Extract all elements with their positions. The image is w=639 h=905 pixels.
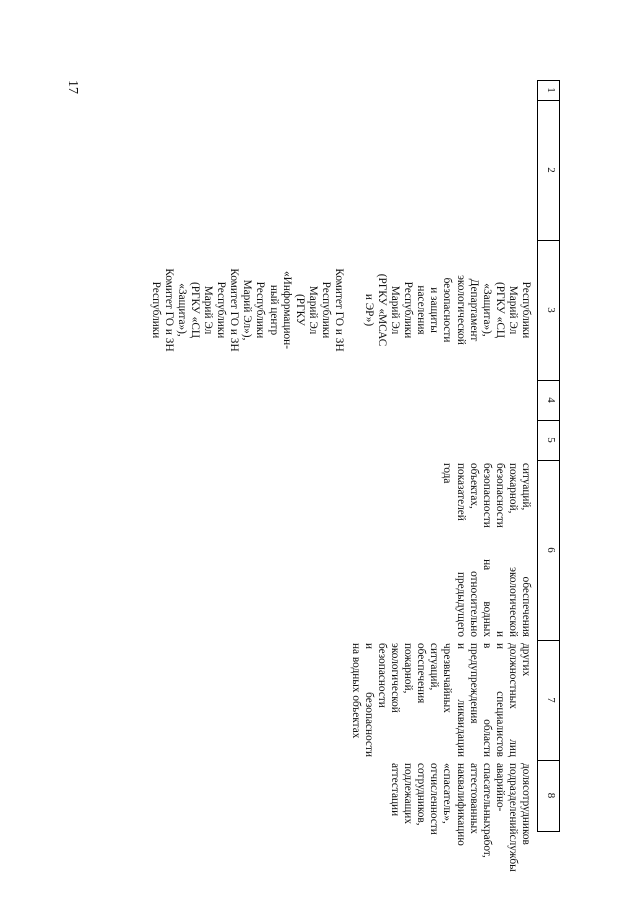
column-3-responsible-block-2 — [149, 240, 345, 380]
column-number-6: 6 — [545, 547, 557, 553]
word: численности — [428, 773, 441, 835]
word: в — [480, 643, 493, 649]
column-number-8: 8 — [545, 792, 557, 799]
text-line — [480, 763, 493, 858]
text-line — [401, 763, 414, 831]
word: от — [428, 763, 441, 774]
text-line — [440, 643, 453, 757]
word: безопасности — [480, 463, 493, 528]
text-line — [349, 643, 362, 757]
text-line — [388, 643, 401, 757]
word: доля — [520, 763, 532, 786]
word: предыдущего — [454, 571, 467, 637]
text-line — [506, 763, 519, 872]
text-line: и защиты — [428, 287, 441, 333]
column-number-7: 7 — [545, 697, 557, 703]
text-line — [401, 643, 414, 757]
text-line — [427, 763, 441, 835]
text-line: Республики — [215, 281, 228, 339]
text-line: экологической — [454, 275, 467, 345]
word: показателей — [454, 463, 467, 521]
text-line: Республики — [149, 281, 162, 339]
word: и — [454, 643, 467, 650]
text-line — [480, 643, 493, 757]
word: безопасности — [362, 692, 375, 757]
rotated-table — [120, 80, 560, 872]
word: аварийно- — [493, 763, 506, 812]
text-line — [493, 643, 506, 757]
word: ситуаций, — [428, 643, 441, 691]
text-line — [493, 463, 506, 637]
text-line: (РГКУ «МСАС — [375, 273, 388, 347]
word: квалификацию — [454, 774, 467, 846]
text-line: Марий Эл — [306, 285, 319, 335]
word: аттестованных — [467, 763, 480, 834]
word: обеспечения — [520, 576, 532, 637]
column-number-5: 5 — [545, 437, 557, 443]
word: работ, — [480, 828, 493, 858]
text-line: Республики — [520, 281, 532, 339]
word: и — [362, 643, 375, 650]
text-line: «Защита»), — [480, 283, 493, 337]
column-number-2: 2 — [545, 167, 557, 173]
page-number: 17 — [65, 80, 80, 94]
text-line — [453, 463, 466, 637]
word: ситуаций, — [520, 463, 532, 511]
text-line — [375, 643, 388, 757]
text-line: (РГКУ «СЦ — [188, 281, 201, 339]
word: службы — [506, 834, 519, 872]
column-number-3: 3 — [545, 307, 557, 313]
text-line — [427, 643, 440, 757]
word: аттестации — [389, 763, 402, 817]
word: безопасности — [375, 643, 388, 708]
table-top-border — [559, 80, 560, 832]
word: относительно — [467, 571, 480, 637]
text-line — [440, 463, 453, 637]
column-3-responsible-block-1 — [362, 240, 532, 380]
word: сотрудников — [520, 785, 532, 845]
text-line: Комитет ГО и ЗН — [228, 268, 241, 352]
text-line: Марий Эл — [202, 285, 215, 335]
word: других — [520, 643, 532, 677]
word: экологической — [389, 643, 402, 713]
text-line — [362, 643, 375, 757]
word: лиц — [506, 739, 519, 757]
text-line: Комитет ГО и ЗН — [162, 268, 175, 352]
text-line — [519, 763, 532, 845]
word: сотрудников, — [415, 763, 428, 826]
text-line — [453, 643, 466, 757]
word: и — [493, 630, 506, 637]
text-line — [467, 463, 480, 637]
text-line: «Информацион- — [280, 271, 293, 349]
text-line: Республики — [319, 281, 332, 339]
word: ликвидации — [454, 699, 467, 757]
text-line: Республики — [254, 281, 267, 339]
text-line — [388, 763, 401, 831]
col-divider — [538, 831, 560, 832]
word: «спасатель», — [441, 763, 454, 824]
text-line — [440, 763, 453, 831]
text-line: безопасности — [441, 277, 454, 343]
word: спасательных — [480, 763, 493, 829]
word: экологической — [506, 567, 519, 637]
word: предупреждения — [467, 643, 480, 724]
text-line: населения — [415, 285, 428, 335]
column-7-indicator-text — [349, 643, 532, 757]
text-line — [506, 643, 519, 757]
word: должностных — [506, 643, 519, 709]
word: водных — [480, 601, 493, 637]
word: объектах, — [467, 463, 480, 509]
word: пожарной, — [402, 643, 415, 694]
text-line — [414, 763, 427, 831]
word: и — [493, 643, 506, 650]
text-line — [480, 463, 493, 637]
text-line: ный центр — [267, 284, 280, 336]
text-line — [453, 763, 467, 846]
text-line: Марий Эл — [506, 285, 519, 335]
word: подлежащих — [402, 763, 415, 824]
word: на водных объектах — [349, 643, 362, 739]
word: специалистов — [493, 691, 506, 757]
word: чрезвычайных — [441, 643, 454, 713]
text-line: и ЭР») — [362, 293, 375, 327]
text-line: Марий Эл — [389, 285, 402, 335]
text-line: «Защита»), — [175, 283, 188, 337]
word: области — [480, 719, 493, 757]
text-line: Департамент — [467, 278, 480, 342]
column-number-4: 4 — [545, 397, 557, 403]
text-line — [519, 463, 532, 637]
text-line — [506, 463, 519, 637]
word: на — [454, 763, 467, 775]
text-line — [519, 643, 532, 757]
column-8-indicator-text — [388, 763, 532, 872]
text-line: Марий Эл»), — [241, 279, 254, 341]
word: обеспечения — [415, 643, 428, 704]
text-line — [467, 763, 480, 834]
word: безопасности — [493, 463, 506, 528]
text-line — [467, 643, 480, 757]
text-line — [493, 763, 506, 831]
column-number-1: 1 — [545, 87, 557, 93]
word: на — [480, 559, 493, 571]
word: подразделений — [506, 763, 519, 835]
text-line: Республики — [402, 281, 415, 339]
header-bottom-border — [537, 80, 538, 832]
column-6-indicator-text — [440, 463, 532, 637]
text-line: (РГКУ — [293, 294, 306, 326]
word: пожарной, — [506, 463, 519, 514]
text-line: Комитет ГО и ЗН — [333, 268, 345, 352]
text-line — [414, 643, 427, 757]
text-line: (РГКУ «СЦ — [493, 281, 506, 339]
word: года — [441, 463, 454, 484]
